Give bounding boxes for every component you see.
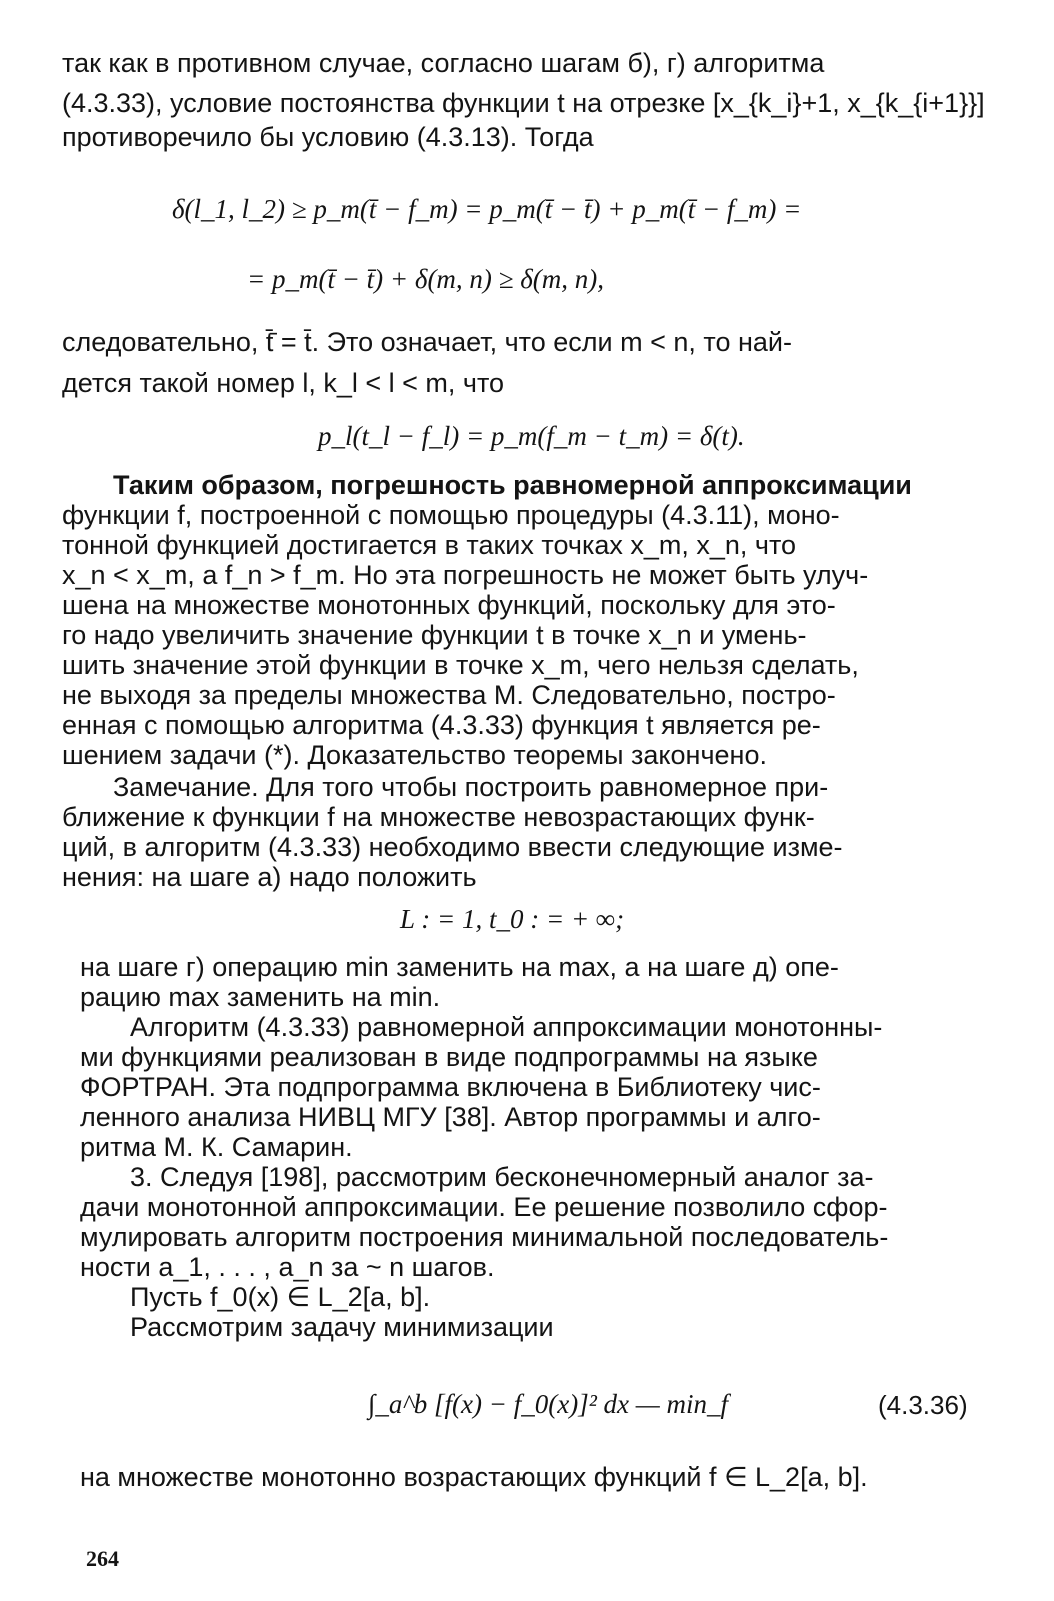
- text-line: не выходя за пределы множества M. Следовательно, постро-: [62, 680, 836, 710]
- text-line: противоречило бы условию (4.3.13). Тогда: [62, 122, 594, 152]
- text-line: дачи монотонной аппроксимации. Ее решение позволило сфор-: [80, 1192, 888, 1222]
- text-line: x_n < x_m, а f_n > f_m. Но эта погрешность не может быть улуч-: [62, 560, 869, 590]
- text-line: Рассмотрим задачу минимизации: [130, 1312, 554, 1342]
- equation: ∫_a^b [f(x) − f_0(x)]² dx — min_f: [368, 1389, 729, 1419]
- text-line: ритма М. К. Самарин.: [80, 1132, 353, 1162]
- text-line: ФОРТРАН. Эта подпрограмма включена в Библиотеку чис-: [80, 1072, 821, 1102]
- text-line: (4.3.33), условие постоянства функции t на отрезке [x_{k_i}+1, x_{k_{i+1}}]: [62, 88, 985, 118]
- text-line: на множестве монотонно возрастающих функций f ∈ L_2[a, b].: [80, 1462, 868, 1492]
- text-line: 3. Следуя [198], рассмотрим бесконечномерный аналог за-: [130, 1162, 874, 1192]
- equation: = p_m(t̄̄ − t̄) + δ(m, n) ≥ δ(m, n),: [247, 264, 605, 294]
- text-line: функции f, построенной с помощью процедуры (4.3.11), моно-: [62, 500, 840, 530]
- text-line: Алгоритм (4.3.33) равномерной аппроксимации монотонны-: [130, 1012, 883, 1042]
- text-line: мулировать алгоритм построения минимальной последователь-: [80, 1222, 889, 1252]
- text-line: Замечание. Для того чтобы построить равномерное при-: [113, 772, 829, 802]
- text-line: на шаге г) операцию min заменить на max, а на шаге д) опе-: [80, 952, 839, 982]
- text-line: шением задачи (*). Доказательство теоремы закончено.: [62, 740, 767, 770]
- equation: L : = 1, t_0 : = + ∞;: [400, 904, 625, 934]
- text-line: шить значение этой функции в точке x_m, чего нельзя сделать,: [62, 650, 859, 680]
- text-line: следовательно, t̄̄ = t̄. Это означает, что если m < n, то най-: [62, 327, 792, 357]
- text-line: ми функциями реализован в виде подпрограммы на языке: [80, 1042, 818, 1072]
- equation-number: (4.3.36): [878, 1390, 968, 1420]
- equation: p_l(t_l − f_l) = p_m(f_m − t_m) = δ(t).: [318, 421, 745, 451]
- text-line: ленного анализа НИВЦ МГУ [38]. Автор программы и алго-: [80, 1102, 821, 1132]
- text-line: нения: на шаге а) надо положить: [62, 862, 477, 892]
- text-line: го надо увеличить значение функции t в точке x_n и умень-: [62, 620, 807, 650]
- text-line: ций, в алгоритм (4.3.33) необходимо ввести следующие изме-: [62, 832, 843, 862]
- text-line: енная с помощью алгоритма (4.3.33) функция t является ре-: [62, 710, 821, 740]
- text-line: шена на множестве монотонных функций, поскольку для это-: [62, 590, 836, 620]
- text-line: Пусть f_0(x) ∈ L_2[a, b].: [130, 1282, 431, 1312]
- equation: δ(l_1, l_2) ≥ p_m(t̄̄ − f_m) = p_m(t̄ − t̄) + p_m(t̄ − f_m) =: [172, 194, 802, 224]
- text-line: дется такой номер l, k_l < l < m, что: [62, 368, 505, 398]
- text-line: Таким образом, погрешность равномерной аппроксимации: [113, 470, 912, 500]
- page-number: 264: [86, 1546, 119, 1571]
- text-line: тонной функцией достигается в таких точках x_m, x_n, что: [62, 530, 797, 560]
- text-line: ближение к функции f на множестве невозрастающих функ-: [62, 802, 815, 832]
- text-line: так как в противном случае, согласно шагам б), г) алгоритма: [62, 48, 825, 78]
- text-line: рацию max заменить на min.: [80, 982, 441, 1012]
- text-line: ности a_1, . . . , a_n за ~ n шагов.: [80, 1252, 495, 1282]
